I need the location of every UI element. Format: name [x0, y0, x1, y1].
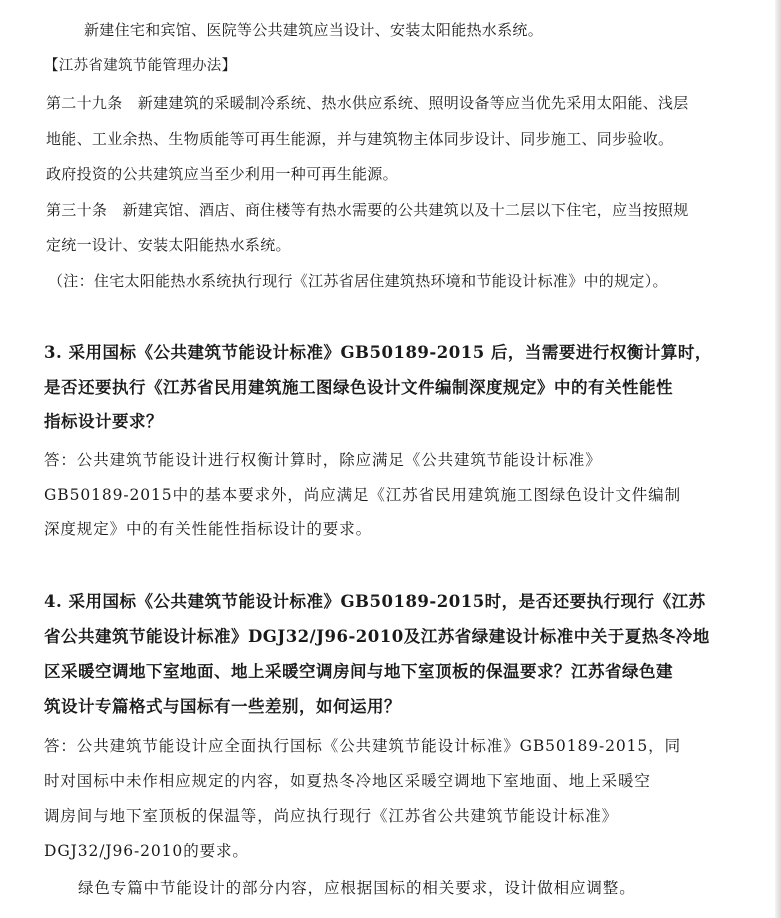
article-29-line-2: 地能、工业余热、生物质能等可再生能源，并与建筑物主体同步设计、同步施工、同步验收。: [46, 130, 674, 148]
q4-answer-line-2: 时对国标中未作相应规定的内容，如夏热冬冷地区采暖空调地下室地面、地上采暖空: [44, 772, 651, 790]
q4-answer-line-4: DGJ32/J96-2010的要求。: [44, 842, 249, 860]
q3-answer-line-3: 深度规定》中的有关性能性指标设计的要求。: [44, 520, 373, 538]
q4-answer-line-3: 调房间与地下室顶板的保温等，尚应执行现行《江苏省公共建筑节能设计标准》: [44, 807, 619, 825]
q4-question-line-4: 筑设计专篇格式与国标有一些差别，如何运用？: [44, 697, 401, 716]
q4-answer-line-1: 答：公共建筑节能设计应全面执行国标《公共建筑节能设计标准》GB50189-2015，同: [44, 737, 681, 755]
article-30-line-2: 定统一设计、安装太阳能热水系统。: [46, 236, 291, 254]
article-30-line-1: 第三十条 新建宾馆、酒店、商住楼等有热水需要的公共建筑以及十二层以下住宅，应当按照规: [46, 201, 689, 219]
intro-line: 新建住宅和宾馆、医院等公共建筑应当设计、安装太阳能热水系统。: [84, 21, 544, 39]
closing-line: 绿色专篇中节能设计的部分内容，应根据国标的相关要求，设计做相应调整。: [78, 879, 636, 897]
q4-question-line-1: 4. 采用国标《公共建筑节能设计标准》GB50189-2015时，是否还要执行现行《江苏: [44, 592, 706, 611]
q4-question-line-2: 省公共建筑节能设计标准》DGJ32/J96-2010及江苏省绿建设计标准中关于夏热冬冷地: [44, 627, 710, 646]
page-edge-shadow: [775, 0, 781, 918]
regulation-title: 【江苏省建筑节能管理办法】: [44, 58, 237, 74]
q4-question-line-3: 区采暖空调地下室地面、地上采暖空调房间与地下室顶板的保温要求？江苏省绿色建: [44, 662, 673, 681]
note-line: （注：住宅太阳能热水系统执行现行《江苏省居住建筑热环境和节能设计标准》中的规定）。: [48, 272, 668, 290]
q3-question-line-3: 指标设计要求？: [44, 412, 163, 431]
article-29-line-3: 政府投资的公共建筑应当至少利用一种可再生能源。: [46, 165, 398, 183]
q3-answer-line-1: 答：公共建筑节能设计进行权衡计算时，除应满足《公共建筑节能设计标准》: [44, 451, 602, 469]
article-29-line-1: 第二十九条 新建建筑的采暖制冷系统、热水供应系统、照明设备等应当优先采用太阳能、浅层: [46, 94, 689, 112]
q3-question-line-1: 3. 采用国标《公共建筑节能设计标准》GB50189-2015 后，当需要进行权衡计算时，: [44, 343, 712, 362]
q3-question-line-2: 是否还要执行《江苏省民用建筑施工图绿色设计文件编制深度规定》中的有关性能性: [44, 378, 673, 397]
q3-answer-line-2: GB50189-2015中的基本要求外，尚应满足《江苏省民用建筑施工图绿色设计文件编制: [44, 486, 681, 504]
